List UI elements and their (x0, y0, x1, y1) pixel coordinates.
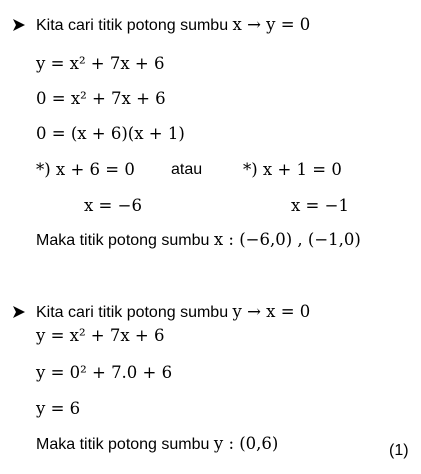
section1-result-left: x = −6 (84, 196, 142, 215)
section1-equation-1: y = x² + 7x + 6 (36, 54, 165, 73)
section1-conclusion (36, 230, 361, 250)
section2-conclusion-text: Maka titik potong sumbu (36, 436, 214, 453)
section2-equation-1: y = x² + 7x + 6 (36, 326, 165, 345)
section2-equation-3: y = 6 (36, 399, 81, 418)
section1-equation-3: 0 = (x + 6)(x + 1) (36, 124, 185, 143)
section2-conclusion (36, 434, 278, 454)
section1-conclusion-math: x : (−6,0) , (−1,0) (213, 230, 361, 249)
section2-conclusion-math: y : (0,6) (213, 434, 279, 453)
arrow-bullet-icon (12, 18, 26, 32)
arrow-bullet-icon (12, 305, 26, 319)
section1-case-right: *) x + 1 = 0 (243, 160, 342, 179)
section1-connector: atau (171, 161, 203, 178)
section2-heading-math: y → x = 0 (232, 302, 311, 321)
section1-heading-math: x → y = 0 (232, 15, 311, 34)
section1-heading-text: Kita cari titik potong sumbu (36, 17, 233, 34)
section2-heading-text: Kita cari titik potong sumbu (36, 304, 233, 321)
section1-equation-2: 0 = x² + 7x + 6 (36, 89, 166, 108)
section1-conclusion-text: Maka titik potong sumbu (36, 232, 214, 249)
section2-heading (36, 302, 310, 322)
section1-case-left: *) x + 6 = 0 (36, 160, 135, 179)
section2-equation-2: y = 0² + 7.0 + 6 (36, 363, 173, 382)
section1-heading (36, 15, 310, 35)
section1-result-right: x = −1 (291, 196, 349, 215)
equation-number: (1) (389, 442, 409, 459)
